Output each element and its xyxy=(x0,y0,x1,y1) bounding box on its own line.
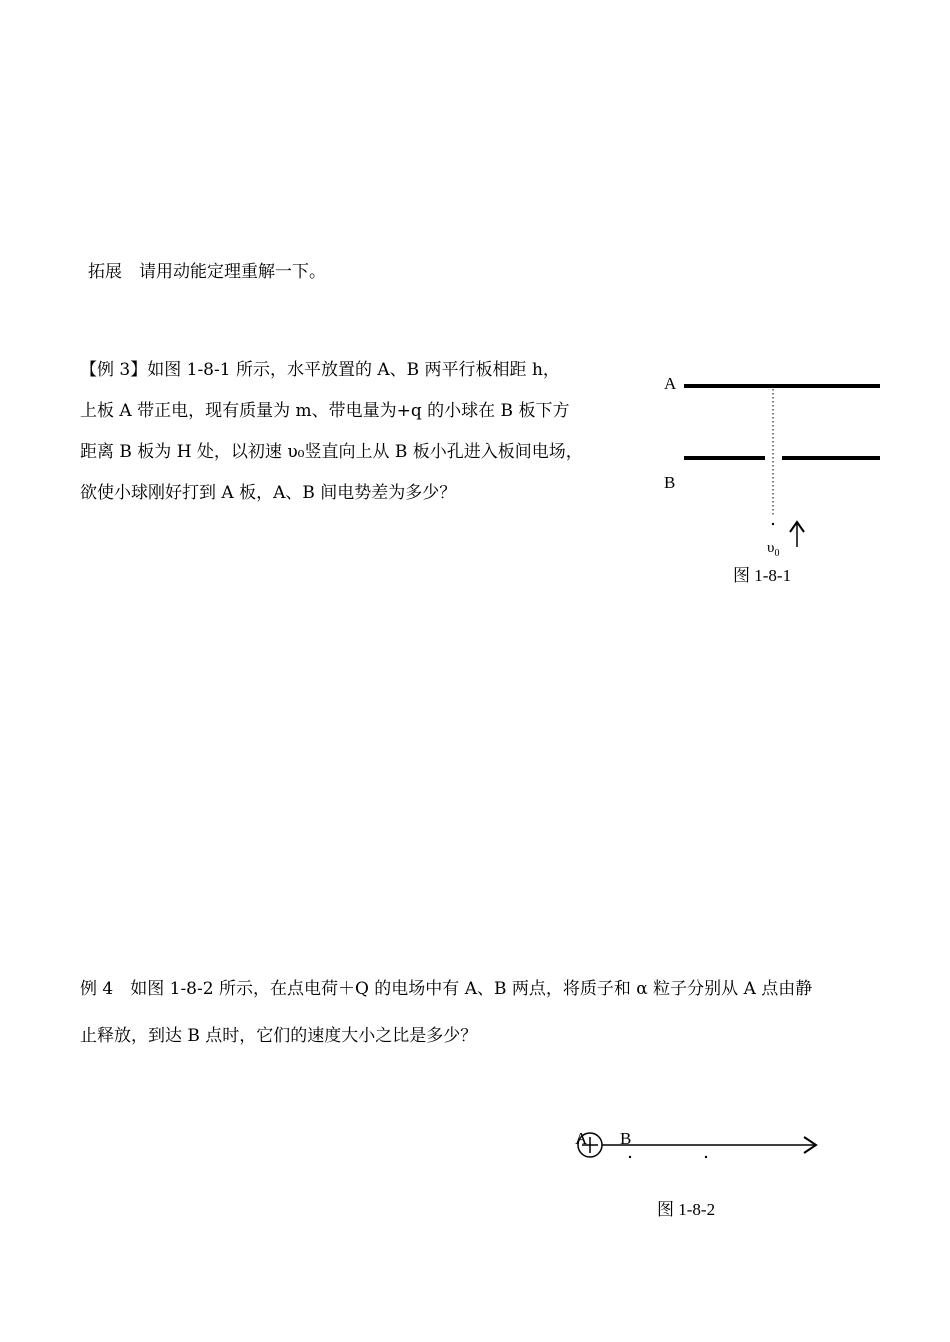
point-b-dot xyxy=(705,1156,707,1158)
example3-line: 【例 3】如图 1-8-1 所示，水平放置的 A、B 两平行板相距 h， xyxy=(80,360,560,380)
example3-line: 欲使小球刚好打到 A 板，A、B 间电势差为多少？ xyxy=(80,483,457,503)
point-a-dot xyxy=(629,1156,631,1158)
velocity-subscript: 0 xyxy=(774,548,780,559)
extension-text: 拓展 请用动能定理重解一下。 xyxy=(88,262,326,282)
point-a-label: A xyxy=(575,1129,588,1148)
figure-1-8-1-caption: 图 1-8-1 xyxy=(733,566,792,585)
velocity-symbol: υ xyxy=(767,540,775,556)
example4-line: 止释放，到达 B 点时，它们的速度大小之比是多少？ xyxy=(80,1026,478,1046)
example3-line: 距离 B 板为 H 处，以初速 υ₀竖直向上从 B 板小孔进入板间电场， xyxy=(80,442,583,462)
plate-b-label: B xyxy=(664,473,676,492)
plate-a-label: A xyxy=(664,374,677,393)
example3-line: 上板 A 带正电，现有质量为 m、带电量为+q 的小球在 B 板下方 xyxy=(80,401,570,421)
point-b-label: B xyxy=(620,1129,632,1148)
example4-line: 例 4 如图 1-8-2 所示，在点电荷＋Q 的电场中有 A、B 两点，将质子和 α 粒子分别从 A 点由静 xyxy=(80,979,813,999)
figure-1-8-2-caption: 图 1-8-2 xyxy=(657,1200,716,1219)
